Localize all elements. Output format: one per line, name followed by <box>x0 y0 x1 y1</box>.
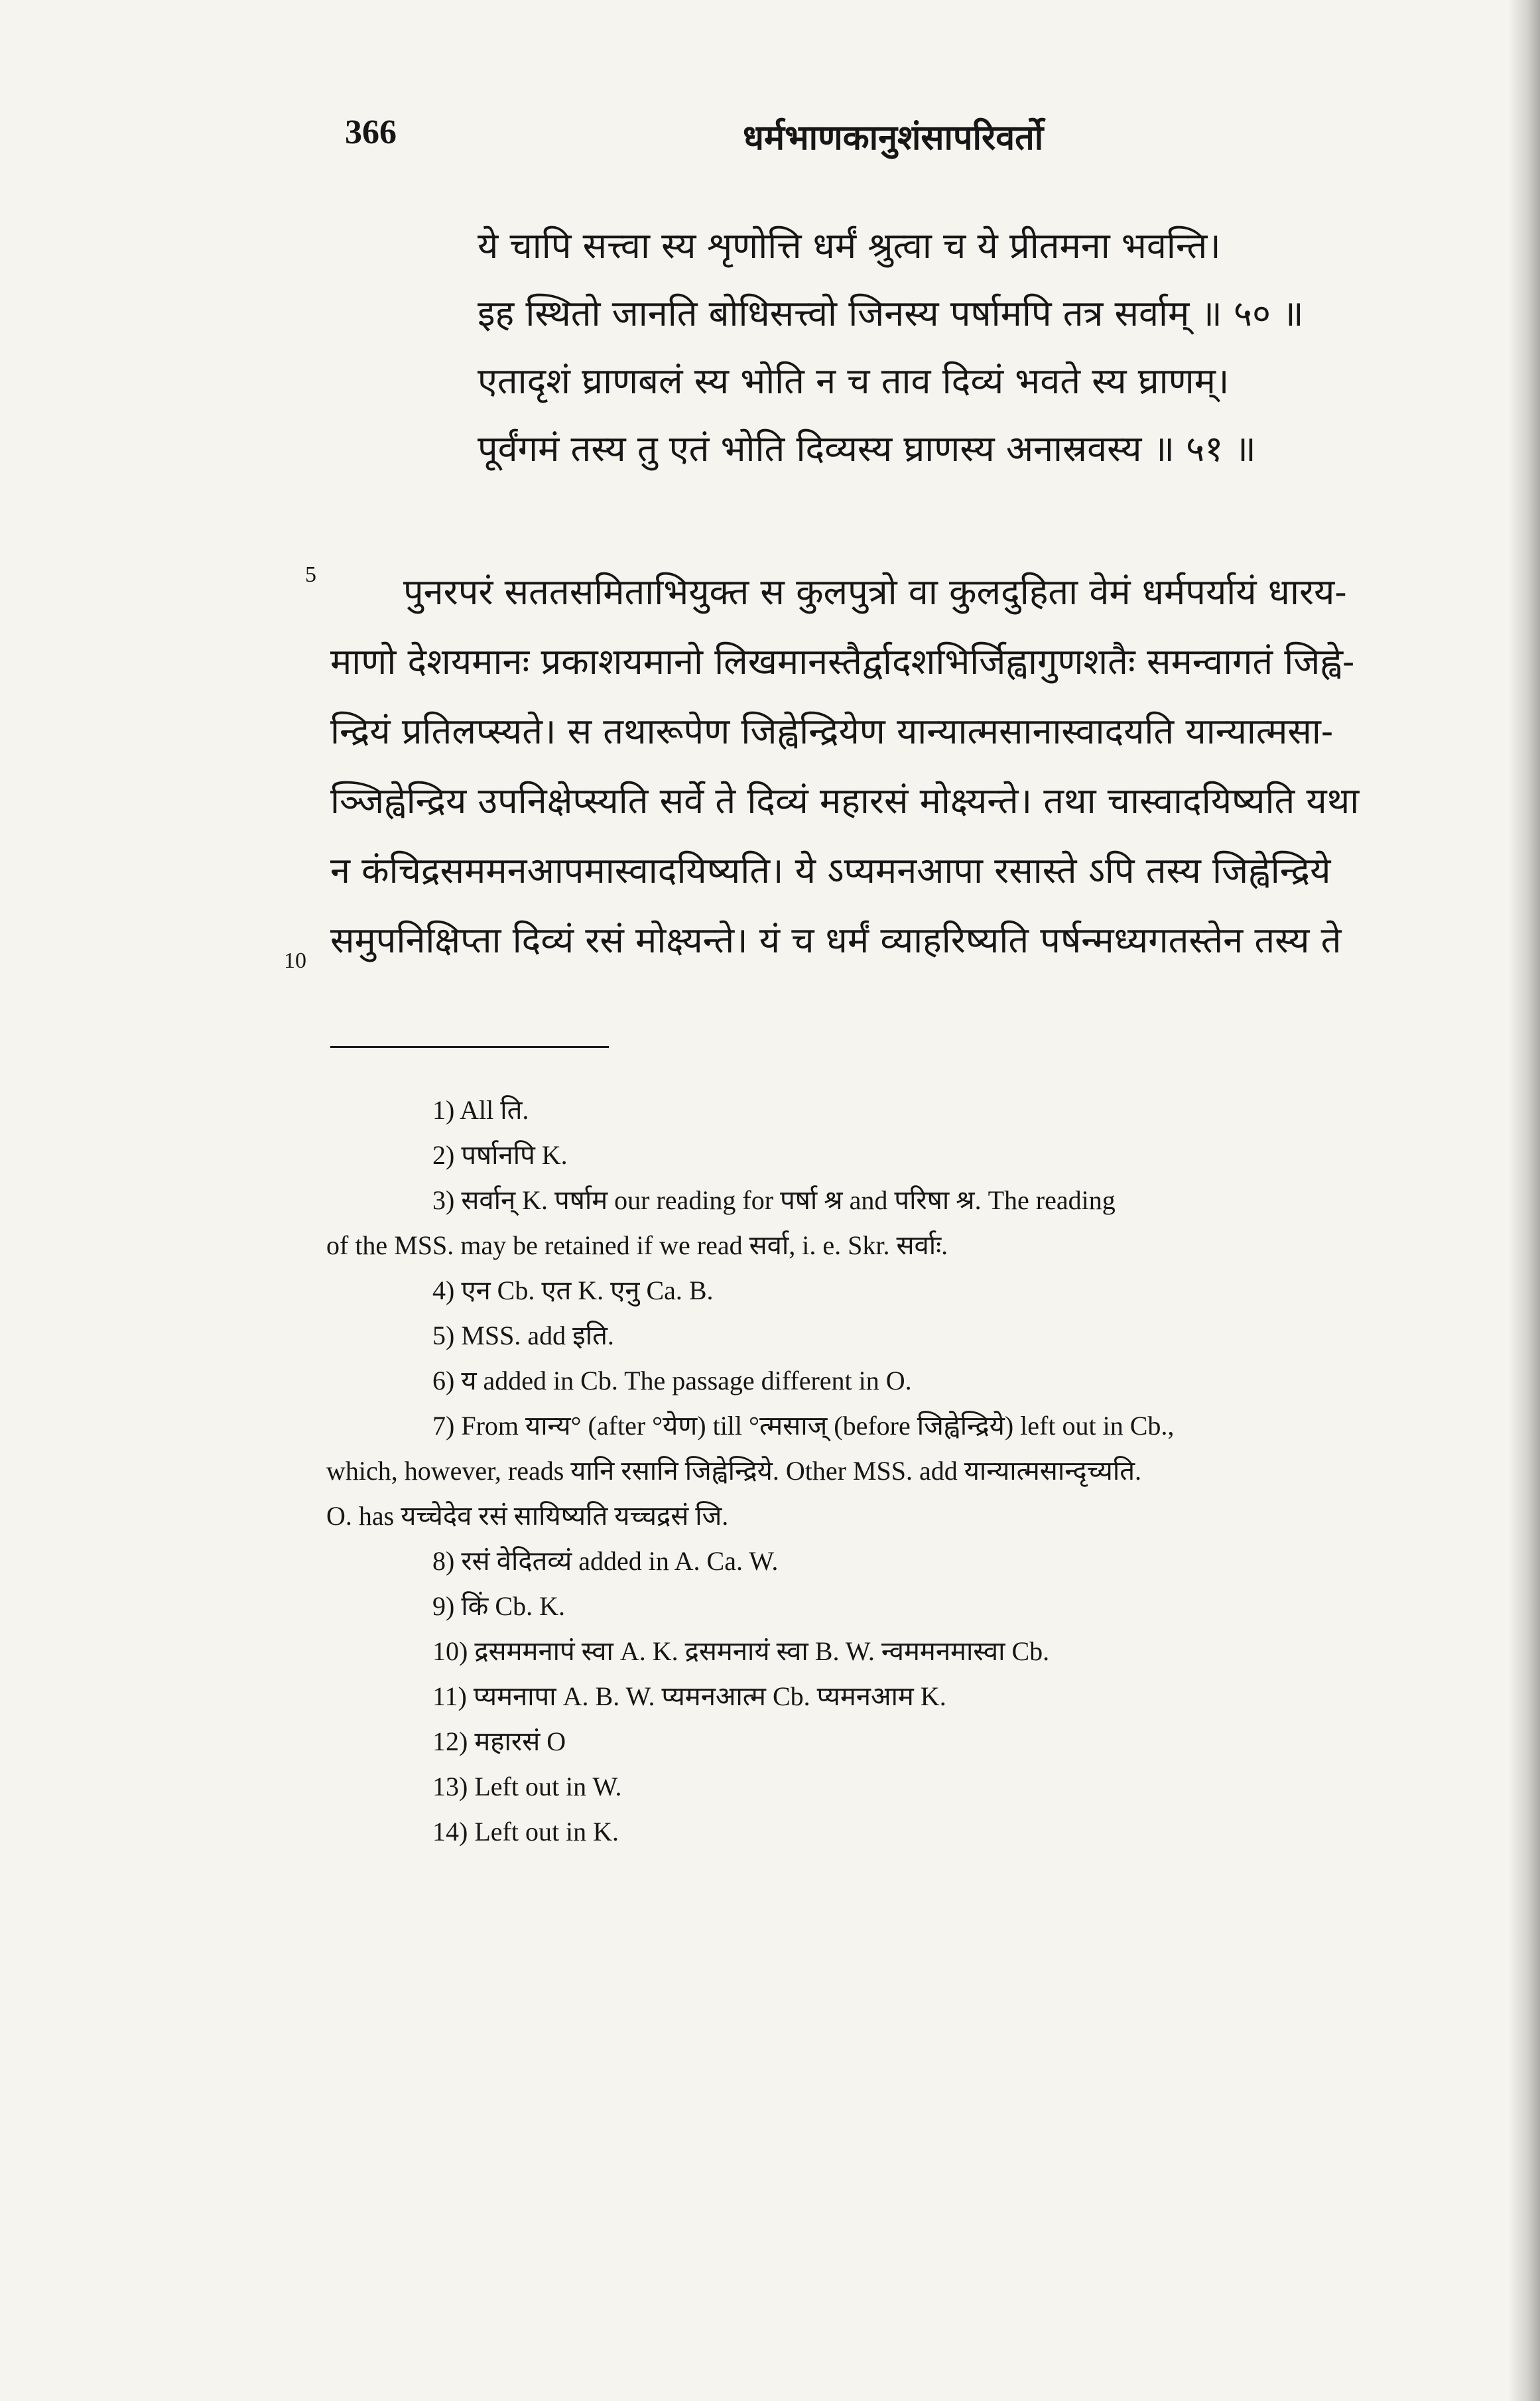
footnote: 12) महारसं O <box>432 1726 566 1756</box>
prose-line: पुनरपरं सततसमिताभियुक्त स कुलपुत्रो वा कुलदुहिता वेमं धर्मपर्यायं धारय- <box>403 571 1347 613</box>
footnote: 4) एन Cb. एत K. एनु Ca. B. <box>432 1275 714 1305</box>
prose-line: माणो देशयमानः प्रकाशयमानो लिखमानस्तैर्द्वादशभिर्जिह्वागुणशतैः समन्वागतं जिह्वे- <box>330 641 1355 682</box>
prose-line: ञ्जिह्वेन्द्रिय उपनिक्षेप्स्यति सर्वे ते दिव्यं महारसं मोक्ष्यन्ते। तथा चास्वादयिष्यति यथा <box>330 780 1360 822</box>
footnote: 3) सर्वान् K. पर्षाम our reading for पर्षा श्र and परिषा श्र. The reading <box>432 1185 1116 1215</box>
prose-line: न कंचिद्रसममनआपमास्वादयिष्यति। ये ऽप्यमनआपा रसास्ते ऽपि तस्य जिह्वेन्द्रिये <box>330 850 1331 891</box>
footnote: 1) All ति. <box>432 1095 529 1125</box>
footnote: 13) Left out in W. <box>432 1772 622 1801</box>
footnote-continuation: of the MSS. may be retained if we read सर्वा, i. e. Skr. सर्वाः. <box>326 1230 948 1260</box>
footnotes <box>326 1088 1454 1854</box>
footnote: 8) रसं वेदितव्यं added in A. Ca. W. <box>432 1546 779 1576</box>
prose-line: न्द्रियं प्रतिलप्स्यते। स तथारूपेण जिह्वेन्द्रियेण यान्यात्मसानास्वादयति यान्यात्मसा- <box>330 710 1334 752</box>
footnote: 11) प्यमनापा A. B. W. प्यमनआत्म Cb. प्यमनआम K. <box>432 1681 946 1711</box>
verse-block <box>478 212 1459 483</box>
footnote-continuation: which, however, reads यानि रसानि जिह्वेन्द्रिये. Other MSS. add यान्यात्मसान्दृच्यति. <box>326 1456 1141 1486</box>
footnote-continuation: O. has यच्चेदेव रसं सायिष्यति यच्चद्रसं जि. <box>326 1501 729 1531</box>
prose-line: समुपनिक्षिप्ता दिव्यं रसं मोक्ष्यन्ते। यं च धर्मं व्याहरिष्यति पर्षन्मध्यगतस्तेन तस्य ते <box>330 919 1342 961</box>
footnote: 14) Left out in K. <box>432 1817 619 1847</box>
verse-line: ये चापि सत्त्वा स्य शृणोत्ति धर्मं श्रुत्वा च ये प्रीतमना भवन्ति। <box>478 225 1221 267</box>
running-head: धर्मभाणकानुशंसापरिवर्तो <box>743 117 1044 158</box>
verse-line: एतादृशं घ्राणबलं स्य भोति न च ताव दिव्यं भवते स्य घ्राणम्। <box>478 360 1230 402</box>
page-edge-shadow <box>1508 0 1540 2401</box>
footnote-rule <box>330 1046 609 1048</box>
line-number-10: 10 <box>284 948 306 973</box>
verse-line: इह स्थितो जानति बोधिसत्त्वो जिनस्य पर्षामपि तत्र सर्वाम् ॥ ५० ॥ <box>478 292 1304 334</box>
footnote: 10) द्रसममनापं स्वा A. K. द्रसमनायं स्वा B. W. न्वममनमास्वा Cb. <box>432 1636 1050 1666</box>
footnote: 9) किं Cb. K. <box>432 1591 565 1621</box>
footnote: 2) पर्षानपि K. <box>432 1140 568 1170</box>
footnote: 5) MSS. add इति. <box>432 1321 614 1350</box>
page-header <box>0 113 1540 172</box>
footnote: 7) From यान्य° (after °येण) till °त्मसाज् (before जिह्वेन्द्रिये) left out in Cb., <box>432 1411 1175 1441</box>
prose-block <box>330 557 1464 975</box>
footnote: 6) य added in Cb. The passage different in O. <box>432 1366 912 1395</box>
line-number-5: 5 <box>305 562 316 587</box>
verse-line: पूर्वंगमं तस्य तु एतं भोति दिव्यस्य घ्राणस्य अनास्रवस्य ॥ ५१ ॥ <box>478 428 1256 470</box>
page-number: 366 <box>345 113 397 151</box>
